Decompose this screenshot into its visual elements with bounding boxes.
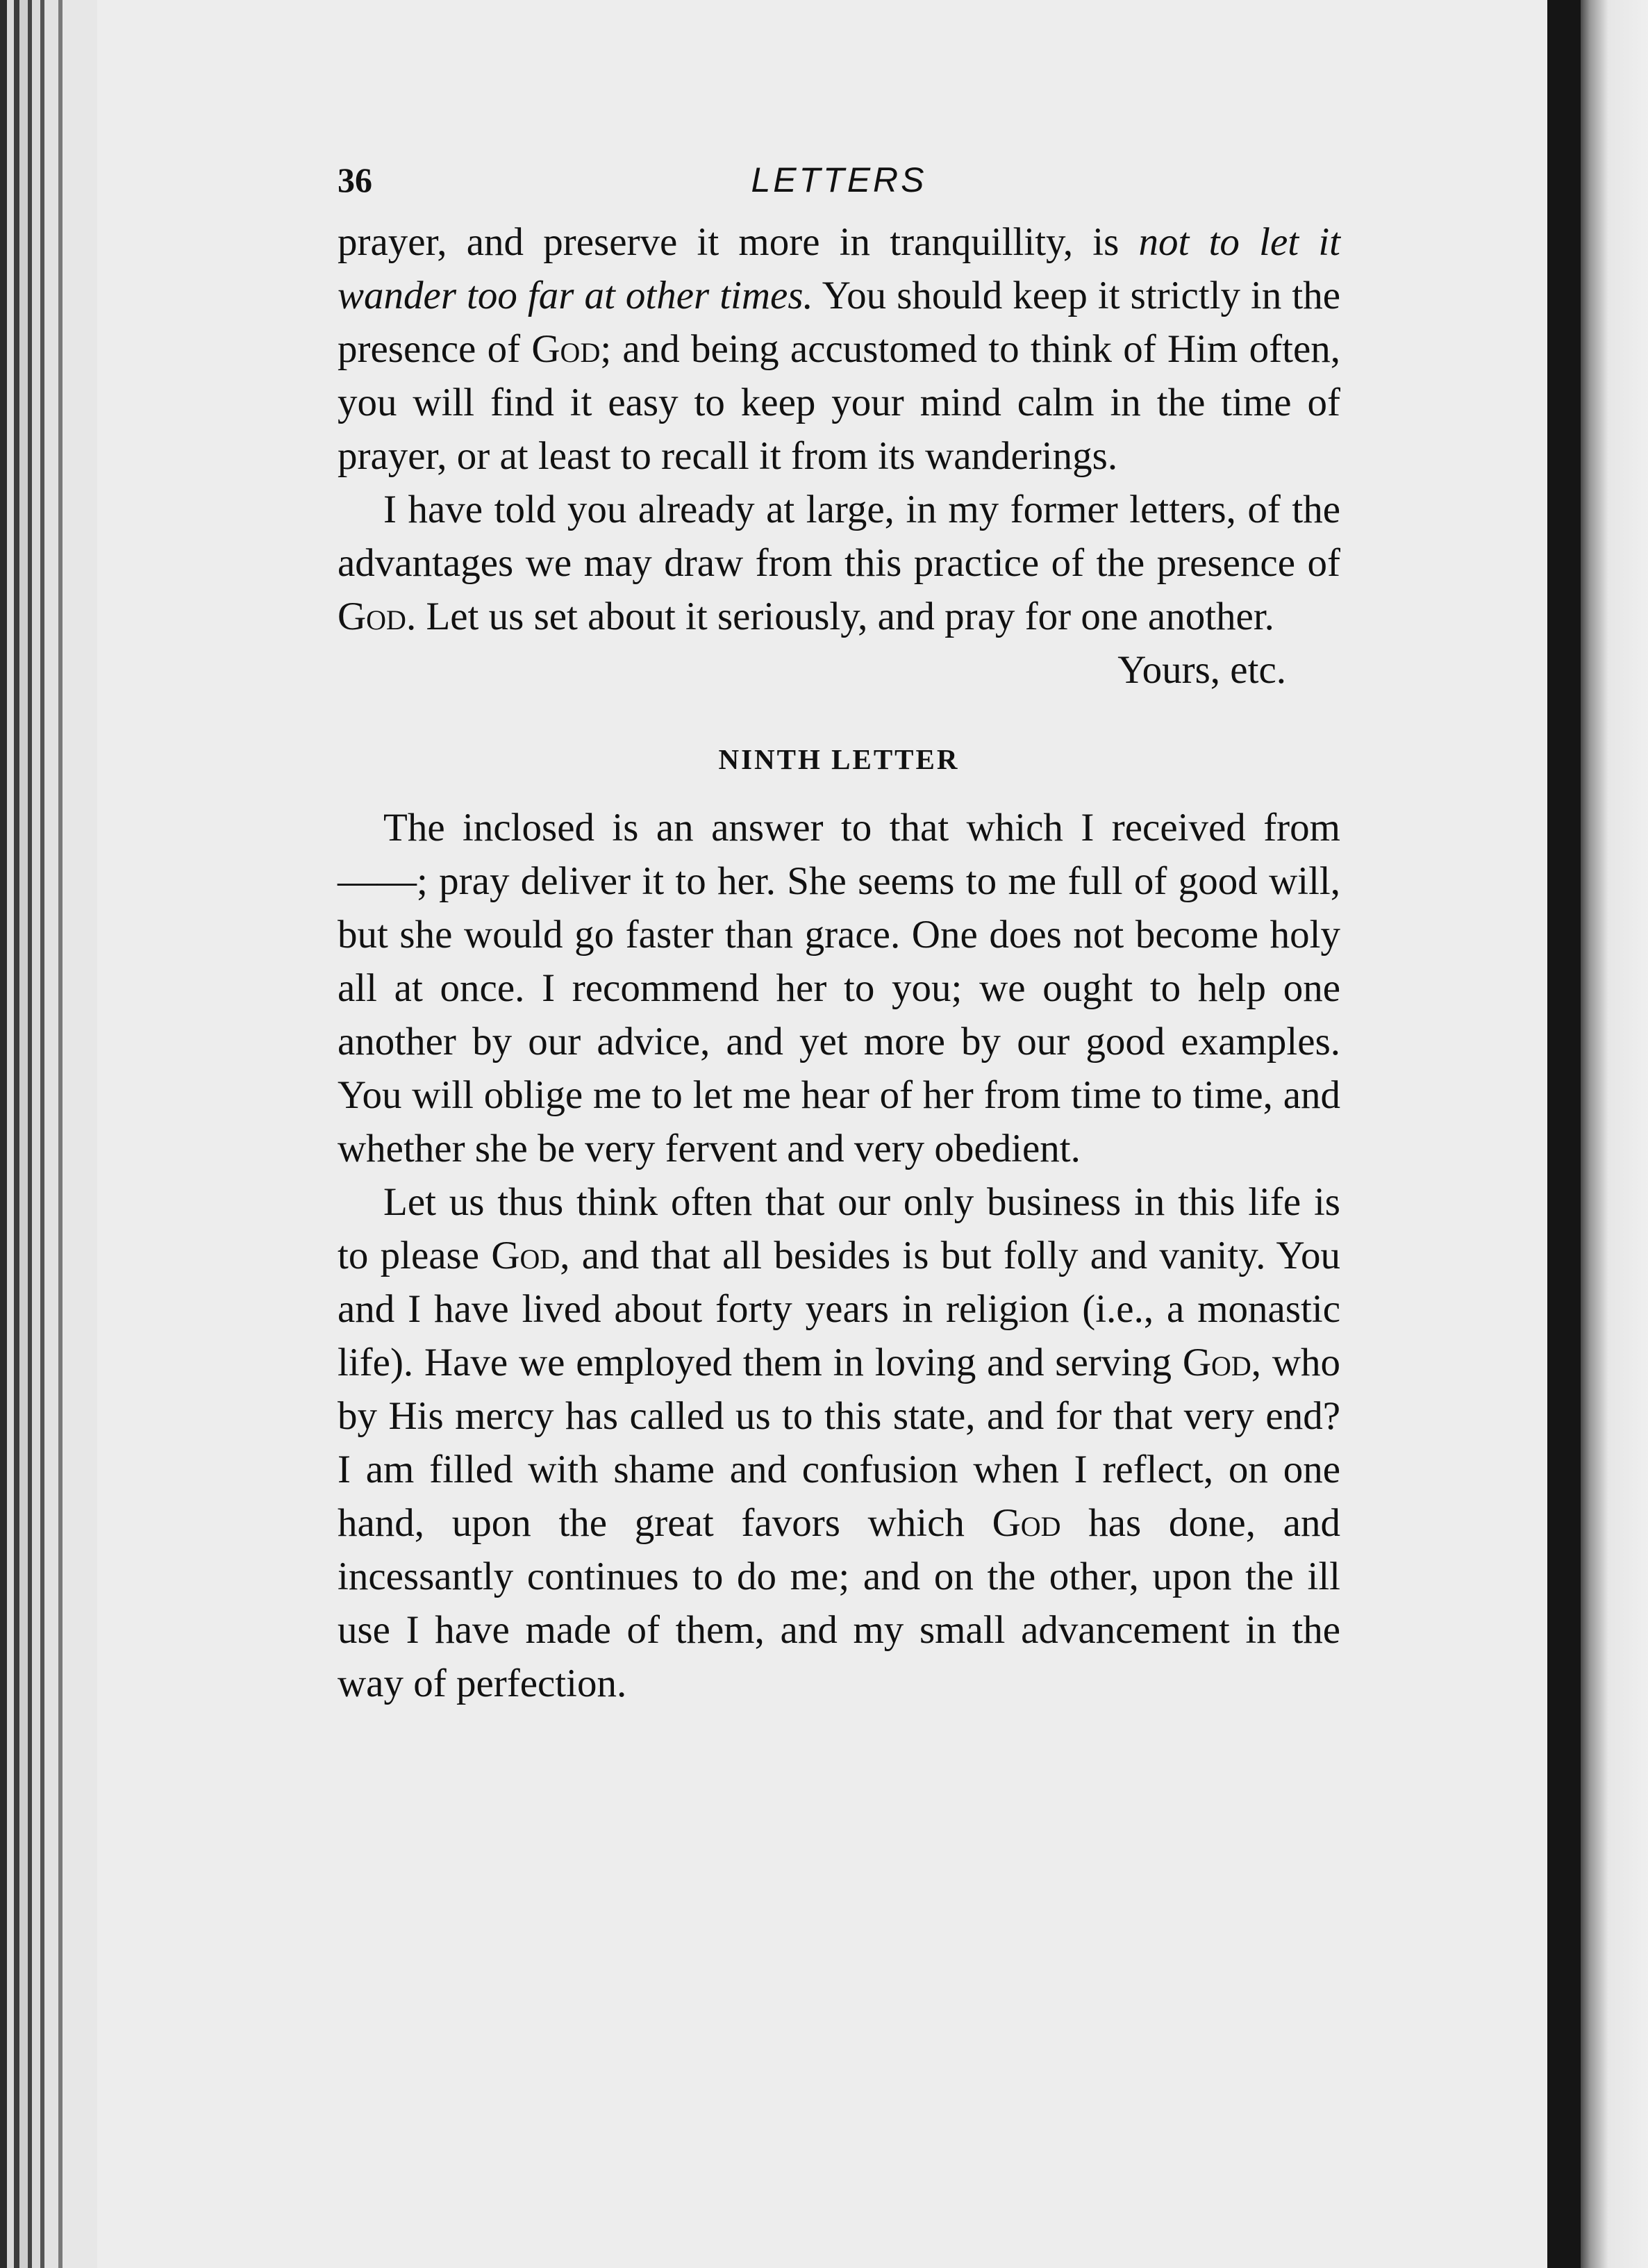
small-caps-god: God: [338, 595, 406, 638]
page-gutter: [1547, 0, 1581, 2268]
letter-closing: Yours, etc.: [1117, 648, 1286, 692]
facing-page-edge: [1581, 0, 1648, 2268]
paragraph-4-text-b: , and that all besides is but folly and vanity. You and I have lived about forty years in religion (i.e., a monastic life). Have we employed them in loving and serving: [338, 1234, 1340, 1384]
small-caps-god: God: [491, 1234, 560, 1277]
small-caps-god: God: [1182, 1341, 1251, 1384]
paragraph-4: [338, 1175, 1340, 1710]
paragraph-1-text-a: prayer, and preserve it more in tranquillity, is: [338, 220, 1139, 264]
paragraph-2: [338, 483, 1340, 643]
book-binding-edge: [0, 0, 97, 2268]
book-page: [338, 139, 1340, 1710]
paragraph-3: The inclosed is an answer to that which I received from ——; pray deliver it to her. She seems to me full of good will, but she would go faster than grace. One does not become holy all at once. I recommend her to you; we ought to help one another by our advice, and yet more by our good examples. You will oblige me to let me hear of her from time to time, and whether she be very fervent and very obedient.: [338, 806, 1340, 1170]
page-number: 36: [338, 160, 372, 199]
running-title: LETTERS: [751, 160, 927, 199]
paragraph-2-text-b: . Let us set about it seriously, and pray for one another.: [406, 595, 1274, 638]
paragraph-4-text-d: has done, and incessantly continues to do me; and on the other, upon the ill use I have made of them, and my small advancement in the way of perfection.: [338, 1501, 1340, 1705]
paragraph-1-italic: not to let it wander too far at other times.: [338, 220, 1340, 317]
small-caps-god: God: [992, 1501, 1061, 1545]
paragraph-1: [338, 215, 1340, 483]
section-heading: NINTH LETTER: [718, 743, 960, 775]
paragraph-2-text-a: I have told you already at large, in my former letters, of the advantages we may draw from this practice of the presence of: [338, 488, 1340, 585]
small-caps-god: God: [531, 327, 601, 371]
paragraph-1-text-c: ; and being accustomed to think of Him often, you will find it easy to keep your mind calm in the time of prayer, or at least to recall it from its wanderings.: [338, 327, 1340, 478]
paragraph-1-text-b: You should keep it strictly in the presence of: [338, 274, 1341, 371]
running-head: [338, 139, 1340, 215]
paragraph-4-text-c: , who by His mercy has called us to this state, and for that very end? I am filled with shame and confusion when I reflect, on one hand, upon the great favors which: [338, 1341, 1340, 1545]
paragraph-4-text-a: Let us thus think often that our only business in this life is to please: [338, 1180, 1340, 1277]
